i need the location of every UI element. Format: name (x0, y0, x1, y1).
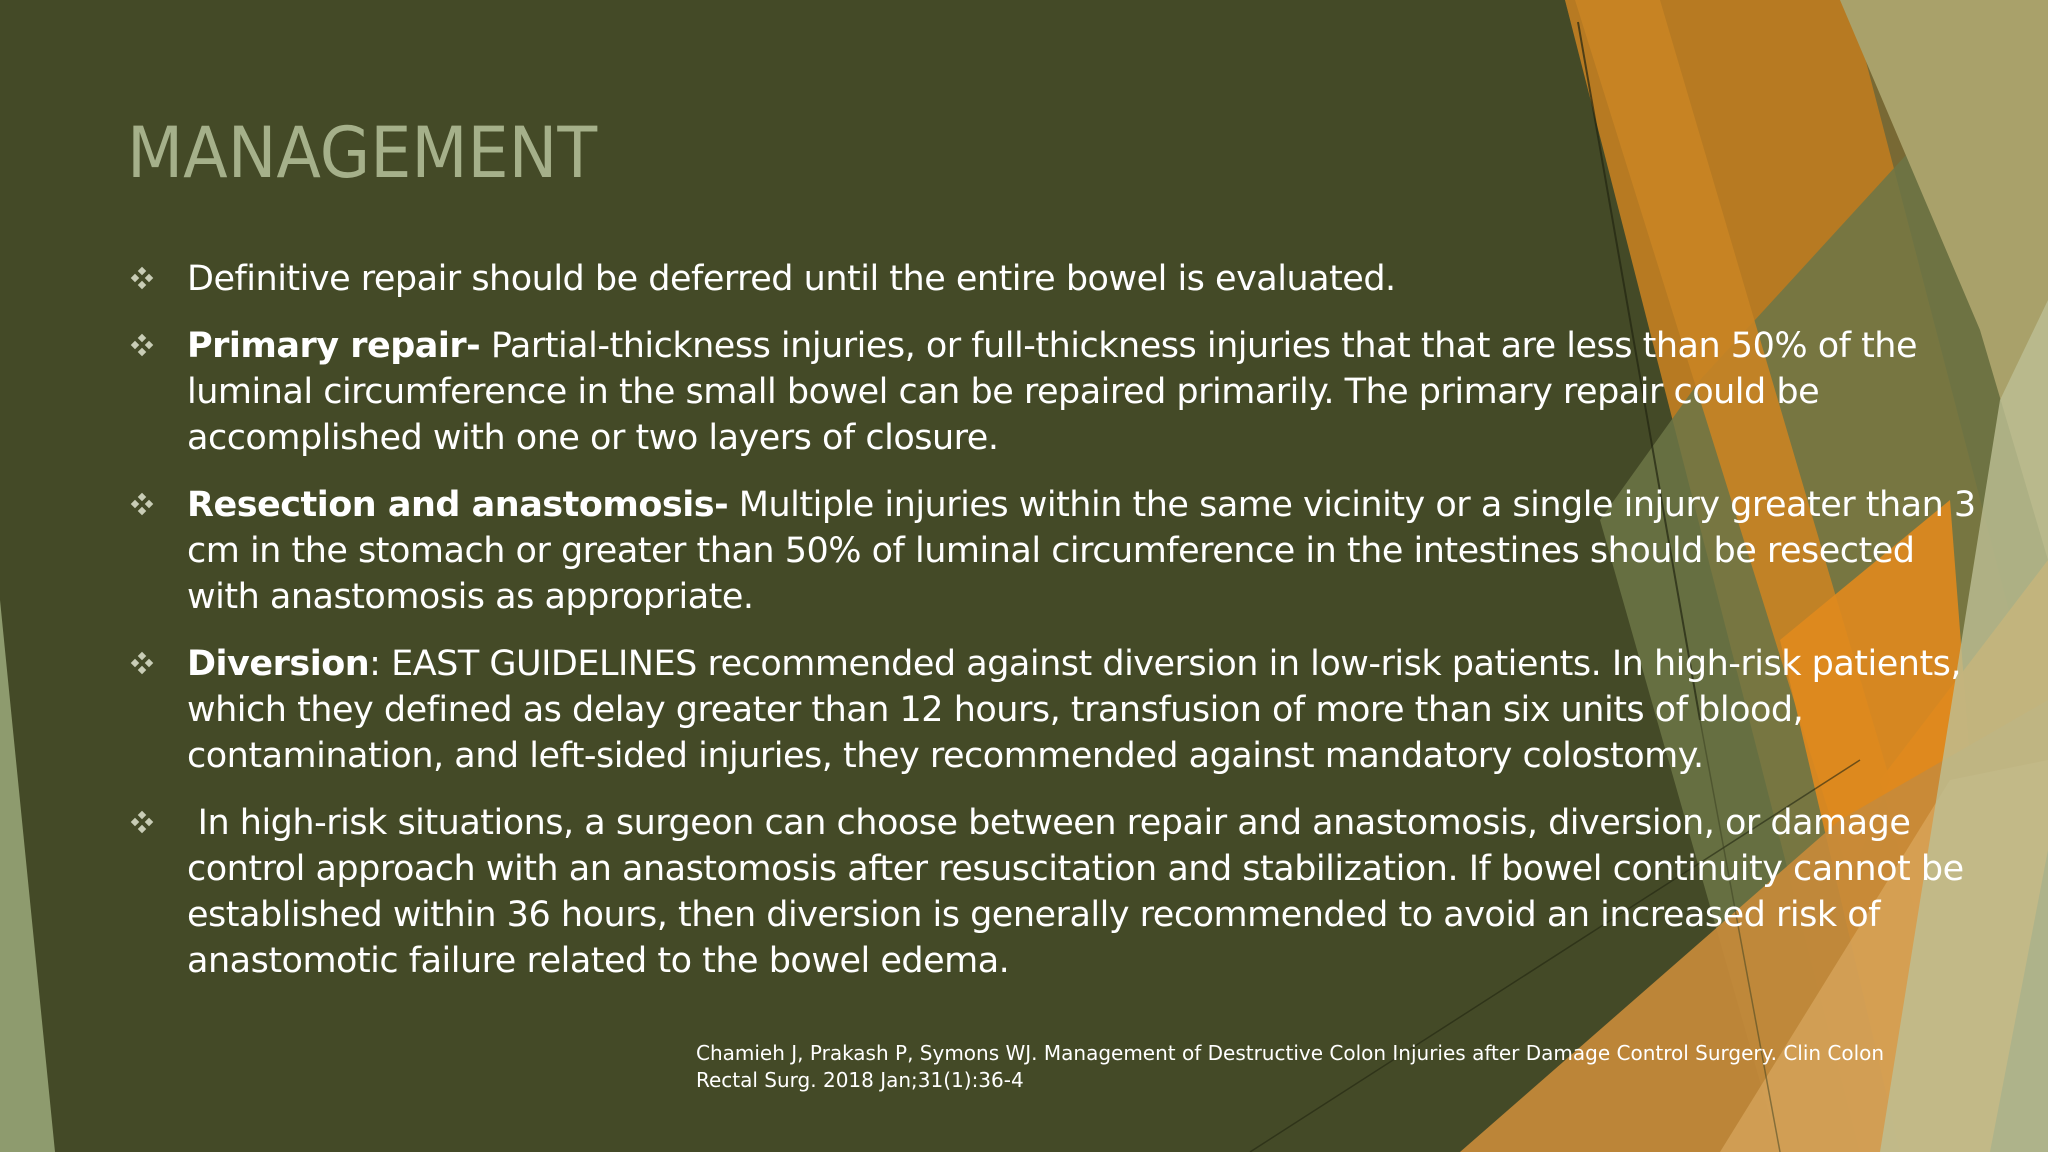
bullet-separator: : (369, 644, 392, 684)
bullet-lead: Resection and anastomosis- (187, 485, 729, 525)
diamond-cluster-icon (130, 492, 154, 516)
bullet-text: Multiple injuries within the same vicinity or a single injury greater than 3 cm in the stomach or greater than 50% of luminal circumference in the intestines should be resected with anastomosis as appropriate. (187, 485, 1976, 617)
diamond-cluster-icon (130, 266, 154, 290)
diamond-cluster-icon (130, 810, 154, 834)
bullet-item (130, 800, 1990, 984)
bullet-item (130, 641, 1990, 779)
bullet-item (130, 482, 1990, 620)
bullet-separator (480, 326, 491, 366)
bullet-lead: Primary repair- (187, 326, 481, 366)
bullet-item (130, 256, 1990, 302)
bullet-list (130, 256, 1990, 1005)
bullet-text: Partial-thickness injuries, or full-thickness injuries that that are less than 50% of the luminal circumference in the small bowel can be repaired primarily. The primary repair could be accomplished with one or two layers of closure. (187, 326, 1918, 458)
diamond-cluster-icon (130, 651, 154, 675)
bullet-lead: Diversion (187, 644, 370, 684)
slide-title: MANAGEMENT (127, 112, 598, 194)
bullet-text: In high-risk situations, a surgeon can choose between repair and anastomosis, diversion, or damage control approach with an anastomosis after resuscitation and stabilization. If bowel continuity cannot be established within 36 hours, then diversion is generally recommended to avoid an increased risk of anastomotic failure related to the bowel edema. (187, 803, 1975, 981)
diamond-cluster-icon (130, 333, 154, 357)
bullet-separator (728, 485, 739, 525)
bullet-text: Definitive repair should be deferred until the entire bowel is evaluated. (187, 259, 1396, 299)
citation: Chamieh J, Prakash P, Symons WJ. Management of Destructive Colon Injuries after Damage Control Surgery. Clin Colon Rectal Surg. 2018 Jan;31(1):36-4 (696, 1041, 1885, 1092)
bullet-item (130, 323, 1990, 461)
bullet-text: EAST GUIDELINES recommended against diversion in low-risk patients. In high-risk patients, which they defined as delay greater than 12 hours, transfusion of more than six units of blood, contamination, and left-sided injuries, they recommended against mandatory colostomy. (187, 644, 1962, 776)
